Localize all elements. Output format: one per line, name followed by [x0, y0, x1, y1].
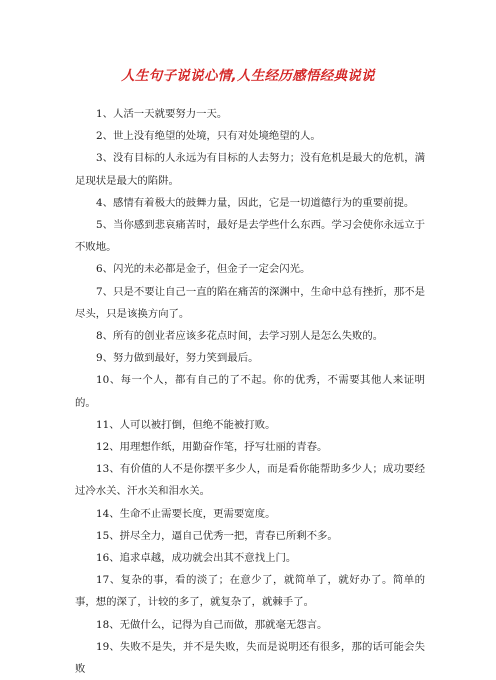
paragraph: 13、有价值的人不是你摆平多少人，而是看你能帮助多少人；成功要经过冷水关、汗水关和泪水关。: [75, 463, 425, 498]
paragraph: 8、所有的创业者应该多花点时间，去学习别人是怎么失败的。: [96, 330, 384, 343]
paragraph: 10、每一个人，都有自己的了不起。你的优秀，不需要其他人来证明的。: [75, 374, 425, 409]
paragraph: 4、感情有着极大的鼓舞力量，因此，它是一切道德行为的重要前提。: [96, 196, 415, 209]
document-body: [75, 103, 425, 680]
paragraph: 18、无做什么，记得为自己而做，那就毫无怨言。: [96, 618, 328, 631]
paragraph: 5、当你感到悲哀痛苦时，最好是去学些什么东西。学习会使你永远立于不败地。: [75, 219, 425, 254]
paragraph: 14、生命不止需要长度，更需要宽度。: [96, 507, 276, 520]
paragraph: 7、只是不要让自己一直的陷在痛苦的深渊中，生命中总有挫折，那不是尽头，只是该换方向了。: [75, 285, 425, 320]
paragraph: 9、努力做到最好，努力笑到最后。: [96, 352, 259, 365]
paragraph: 16、追求卓越，成功就会出其不意找上门。: [96, 552, 297, 565]
paragraph: 15、拼尽全力，逼自己优秀一把，青春已所剩不多。: [96, 529, 338, 542]
paragraph: 3、没有目标的人永远为有目标的人去努力；没有危机是最大的危机，满足现状是最大的陷阱。: [75, 152, 425, 187]
paragraph: 2、世上没有绝望的处境，只有对处境绝望的人。: [96, 130, 321, 143]
paragraph: 1、人活一天就要努力一天。: [96, 108, 228, 120]
paragraph: 19、失败不是失，并不是失败，失而是说明还有很多，那的话可能会失败: [75, 640, 425, 676]
paragraph: 11、人可以被打倒，但绝不能被打败。: [96, 418, 276, 431]
document-title: 人生句子说说心情,人生经历感悟经典说说: [121, 68, 375, 84]
paragraph: 12、用理想作纸，用勤奋作笔，抒写壮丽的青春。: [96, 441, 328, 454]
paragraph: 6、闪光的未必都是金子，但金子一定会闪光。: [96, 263, 311, 276]
paragraph: 17、复杂的事，看的淡了；在意少了，就简单了，就好办了。简单的事，想的深了，计较的多了，就复杂了，就棘手了。: [75, 574, 425, 609]
